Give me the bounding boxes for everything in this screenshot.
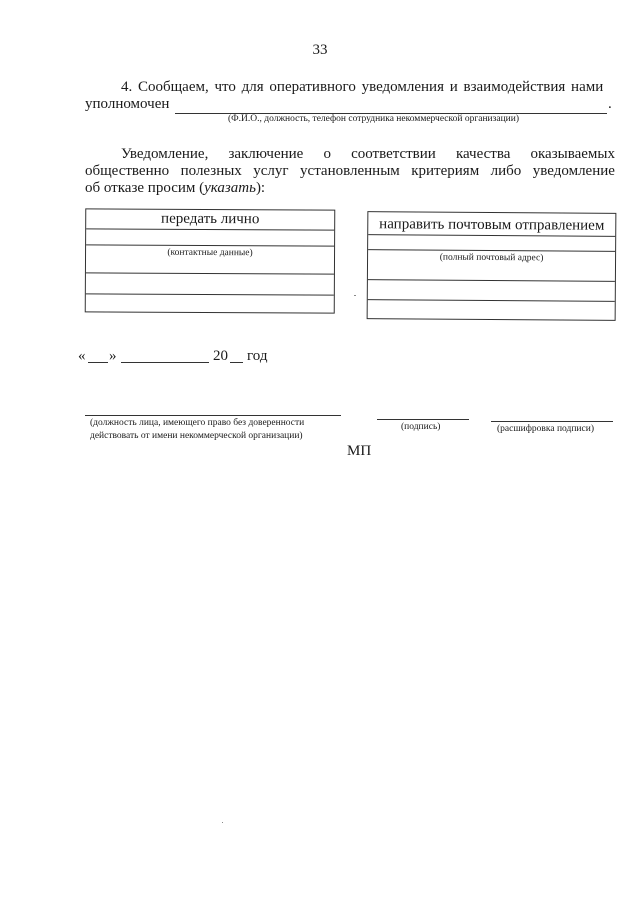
notice-line3-suffix: ): xyxy=(255,180,266,196)
position-caption-line1: (должность лица, имеющего право без доверенности xyxy=(90,418,305,428)
signature-fill-line[interactable] xyxy=(377,419,469,420)
contact-fill-line-3[interactable] xyxy=(86,293,334,295)
word-6: оказываемых xyxy=(530,146,615,162)
word-7: уведомление xyxy=(532,163,615,179)
year-fill-line[interactable] xyxy=(230,362,243,363)
option-personal-caption: (контактные данные) xyxy=(167,247,253,259)
box-row-line xyxy=(86,228,334,230)
notice-line3-prefix: об отказе просим ( xyxy=(85,180,205,196)
section4-line2-prefix: уполномочен xyxy=(85,96,170,112)
word-3: услуг xyxy=(253,163,289,179)
word-2: заключение xyxy=(228,146,304,162)
word-4: установленным xyxy=(300,163,400,179)
stamp-label: МП xyxy=(347,443,372,459)
date-open-quote: « xyxy=(78,348,86,364)
section4-line2-end: . xyxy=(608,96,612,112)
word-5: качества xyxy=(455,146,511,162)
notice-line1 xyxy=(121,146,615,163)
contact-fill-line-1[interactable] xyxy=(86,244,334,246)
date-year-suffix: год xyxy=(247,348,268,364)
address-fill-line-3[interactable] xyxy=(368,299,615,302)
option-mail-box[interactable] xyxy=(367,211,617,321)
scan-speck xyxy=(222,822,223,823)
page-number: 33 xyxy=(312,42,328,58)
word-6: либо xyxy=(490,163,522,179)
contact-fill-line-2[interactable] xyxy=(86,272,334,274)
position-caption-line2: действовать от имени некоммерческой организации) xyxy=(90,431,303,441)
word-5: критериям xyxy=(411,163,480,179)
representative-caption: (Ф.И.О., должность, телефон сотрудника некоммерческой организации) xyxy=(228,114,520,124)
word-2: полезных xyxy=(180,163,242,179)
decoding-caption: (расшифровка подписи) xyxy=(497,424,594,434)
day-fill-line[interactable] xyxy=(88,362,108,363)
option-personal-box[interactable] xyxy=(85,208,336,313)
notice-line2 xyxy=(85,163,615,180)
word-3: о xyxy=(323,146,331,162)
month-fill-line[interactable] xyxy=(121,362,209,363)
section4-line1 xyxy=(121,79,603,96)
date-year-prefix: 20 xyxy=(213,348,228,364)
word-4: соответствии xyxy=(351,146,436,162)
word-1: Уведомление, xyxy=(121,146,209,162)
scan-speck xyxy=(354,295,356,296)
word-1: общественно xyxy=(85,163,170,179)
date-close-quote: » xyxy=(109,348,117,364)
signature-caption: (подпись) xyxy=(401,422,441,432)
option-mail-caption: (полный почтовый адрес) xyxy=(439,252,544,264)
notice-line3 xyxy=(85,180,265,197)
address-fill-line-2[interactable] xyxy=(368,279,615,282)
option-mail-title: направить почтовым отправлением xyxy=(379,216,605,234)
notice-line3-italic: указать xyxy=(204,180,256,196)
position-fill-line[interactable] xyxy=(85,415,341,416)
option-personal-title: передать лично xyxy=(161,210,260,228)
section4-line2 xyxy=(85,96,169,113)
decoding-fill-line[interactable] xyxy=(491,421,613,422)
section4-line1-text: 4. Сообщаем, что для оперативного уведомления и взаимодействия нами xyxy=(121,79,604,95)
